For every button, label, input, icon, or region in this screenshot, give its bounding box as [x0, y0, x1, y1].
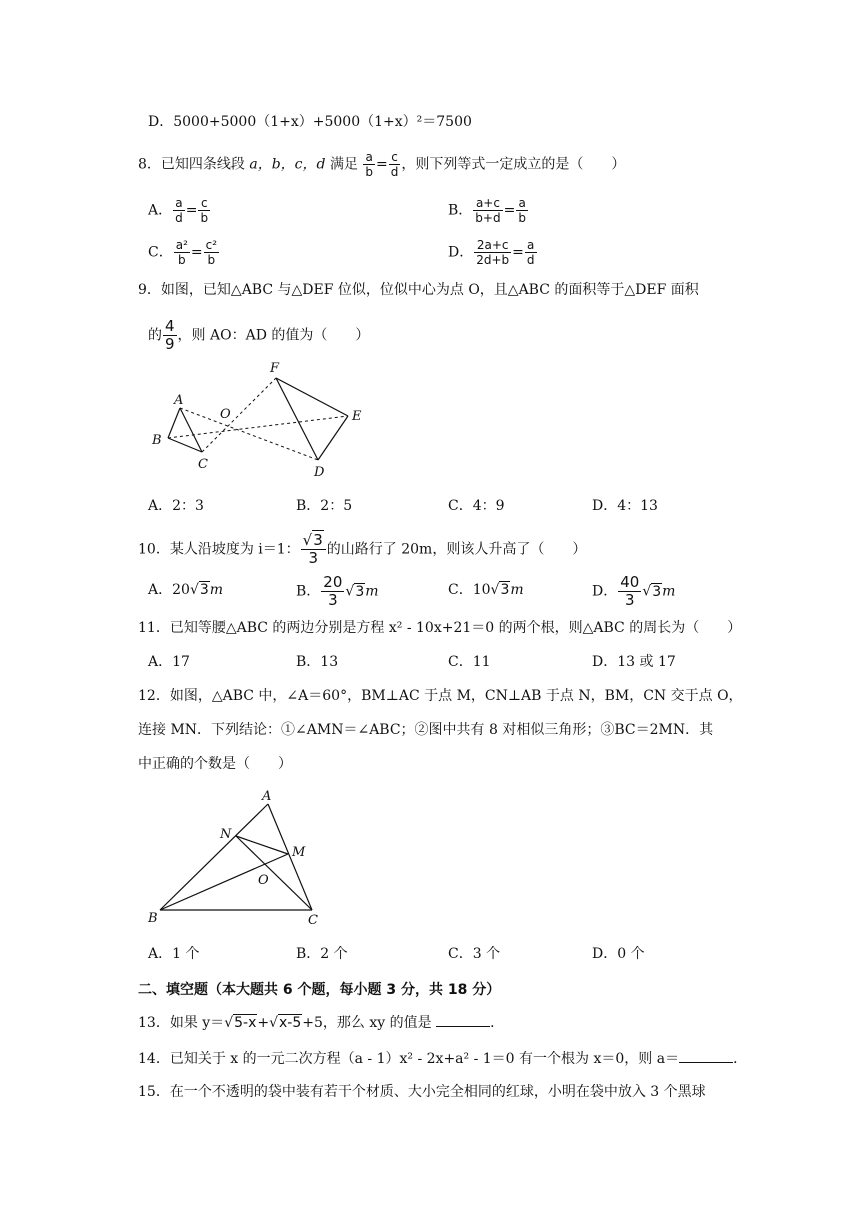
- q14-stem: 14．已知关于 x 的一元二次方程（a - 1）x² - 2x+a² - 1＝0 有一个根为 x＝0，则 a＝ ．: [138, 1048, 747, 1069]
- q9-option-b: B．2：5: [296, 498, 353, 514]
- q11-option-d: D．13 或 17: [592, 654, 676, 670]
- q12-label-c: C: [308, 913, 318, 928]
- q9-figure: [148, 356, 368, 486]
- q10-stem: 10．某人沿坡度为 i＝1： $\frac{√3}{3}$ 的山路行了 20m，则该人升高了（ ）: [138, 531, 587, 567]
- q12-option-b: B．2 个: [296, 946, 348, 962]
- q9-label-f: F: [270, 361, 280, 376]
- q11-option-c: C．11: [448, 654, 491, 670]
- q12-option-d: D．0 个: [592, 946, 645, 962]
- q12-label-n: N: [220, 827, 232, 842]
- q10-option-b: B． $\frac{20}{3}$ √3m: [296, 573, 379, 609]
- q7-option-d: D．5000+5000（1+x）+5000（1+x）²＝7500: [148, 114, 472, 130]
- q9-stem-line1: 9．如图，已知△ABC 与△DEF 位似，位似中心为点 O，且△ABC 的面积等于△DEF 面积: [138, 282, 699, 298]
- q8-option-a: A． $\frac{a}{d}$ = $\frac{c}{b}$: [148, 196, 209, 225]
- q11-option-b: B．13: [296, 654, 339, 670]
- q11-stem: 11．已知等腰△ABC 的两边分别是方程 x² - 10x+21＝0 的两个根，则△ABC 的周长为（ ）: [138, 620, 742, 636]
- q8-stem: 8．已知四条线段 a，b，c，d 满足 $\frac{a}{b}$ = $\frac{c}{d}$ ，则下列等式一定成立的是（ ）: [138, 150, 626, 179]
- q10-slope-frac: $\frac{√3}{3}$: [301, 532, 326, 567]
- section2-title: 二、填空题（本大题共 6 个题，每小题 3 分，共 18 分）: [138, 982, 501, 998]
- q9-label-d: D: [314, 465, 325, 480]
- q9-label-e: E: [352, 409, 362, 424]
- q12-figure: [140, 786, 340, 932]
- q10-option-c: C．10√3m: [448, 582, 524, 598]
- q13-answer-blank[interactable]: [436, 1012, 490, 1027]
- q12-option-c: C．3 个: [448, 946, 501, 962]
- q10-option-d: D． $\frac{40}{3}$ √3m: [592, 573, 676, 609]
- q14-answer-blank[interactable]: [679, 1048, 733, 1063]
- q8-option-d: D． $\frac{2a+c}{2d+b}$ = $\frac{a}{d}$: [448, 238, 535, 267]
- q12-stem-line1: 12．如图，△ABC 中，∠A＝60°，BM⊥AC 于点 M，CN⊥AB 于点 N，BM，CN 交于点 O，: [138, 688, 743, 704]
- q12-label-a: A: [262, 789, 272, 804]
- q9-option-a: A．2：3: [148, 498, 204, 514]
- q9-label-a: A: [174, 393, 184, 408]
- q10-option-a: A．20√3m: [148, 582, 224, 598]
- q9-label-b: B: [152, 433, 162, 448]
- q8-given-frac-2: $\frac{c}{d}$: [390, 150, 399, 179]
- q9-frac: $\frac{4}{9}$: [165, 317, 175, 353]
- q13-stem: 13．如果 y＝√5-x+√x-5+5，那么 xy 的值是 ．: [138, 1012, 504, 1033]
- q12-stem-line3: 中正确的个数是（ ）: [138, 756, 292, 772]
- q9-label-o: O: [220, 407, 231, 422]
- q12-label-b: B: [148, 911, 158, 926]
- q9-label-c: C: [198, 457, 208, 472]
- q12-label-o: O: [258, 873, 269, 888]
- q9-option-d: D．4：13: [592, 498, 658, 514]
- q8-option-c: C． $\frac{\text{a²}}{b}$ = $\frac{\text{c²}}{b}$: [148, 238, 218, 267]
- q11-option-a: A．17: [148, 654, 190, 670]
- q12-option-a: A．1 个: [148, 946, 200, 962]
- q15-stem: 15．在一个不透明的袋中装有若干个材质、大小完全相同的红球，小明在袋中放入 3 个黑球: [138, 1084, 706, 1100]
- q12-label-m: M: [292, 845, 306, 860]
- q9-stem-line2: 的 $\frac{4}{9}$ ，则 AO：AD 的值为（ ）: [148, 317, 370, 353]
- q8-option-b: B． $\frac{a+c}{b+d}$ = $\frac{a}{b}$: [448, 196, 526, 225]
- q8-given-frac-1: $\frac{a}{b}$: [365, 150, 374, 179]
- q12-stem-line2: 连接 MN．下列结论：①∠AMN＝∠ABC；②图中共有 8 对相似三角形；③BC＝2MN．其: [138, 722, 714, 738]
- q9-option-c: C．4：9: [448, 498, 505, 514]
